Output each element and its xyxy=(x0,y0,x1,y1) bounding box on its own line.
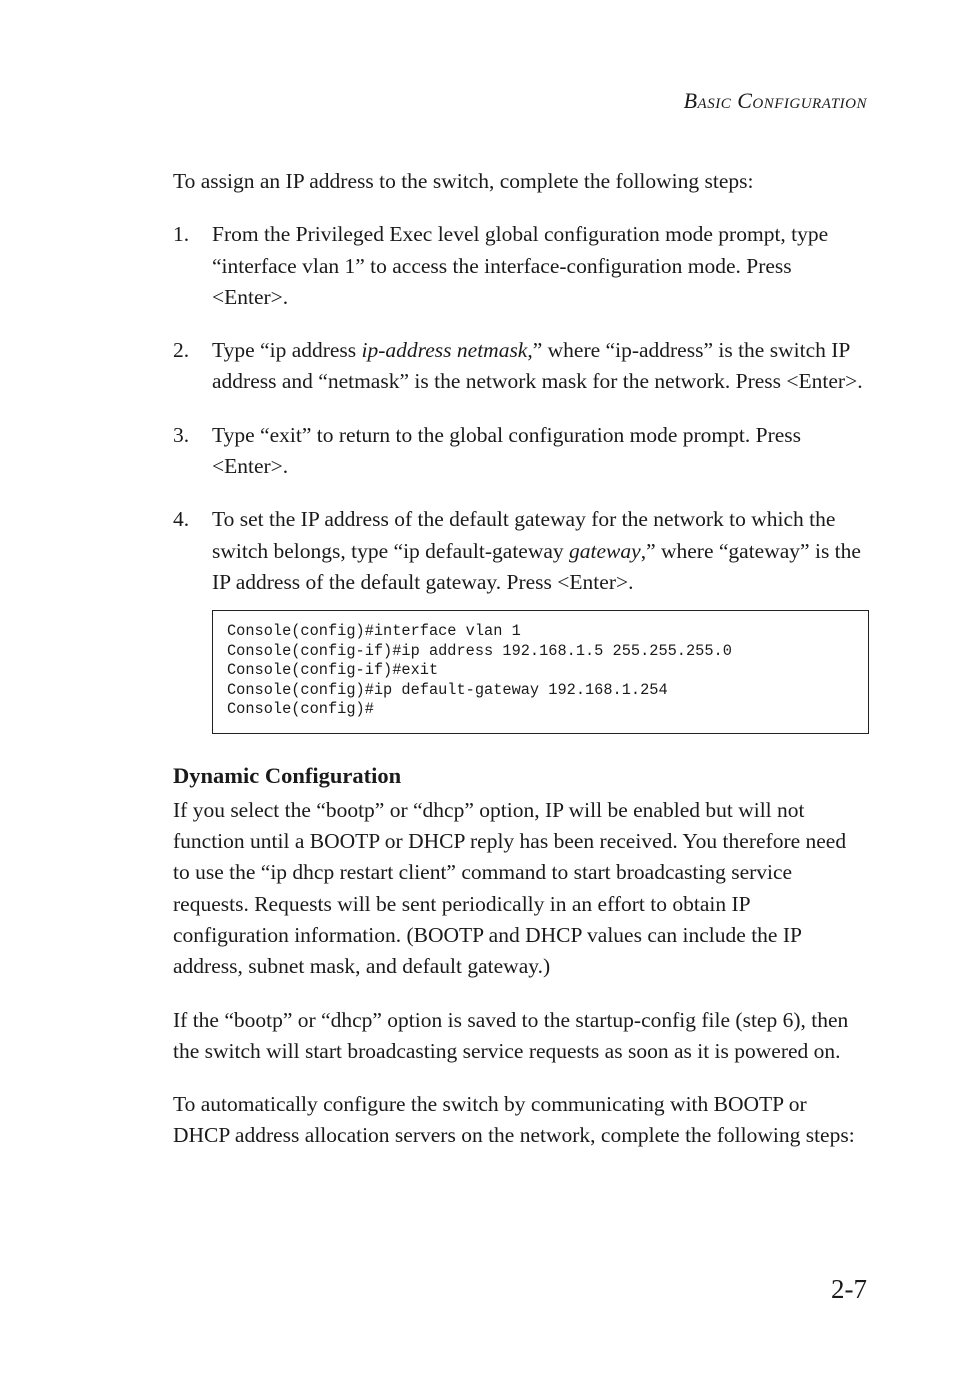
step-text-start: Type “ip address xyxy=(212,338,362,363)
code-line: Console(config)# xyxy=(227,700,374,719)
body-paragraph: If you select the “bootp” or “dhcp” option, IP will be enabled but will not function until a BOOTP or DHCP reply has been received. You therefore need to use the “ip dhcp restart client” command to start broadcasting service requests. Requests will be sent periodically in an effort to obtain IP configuration information. (BOOTP and DHCP values can include the IP address, subnet mask, and default gateway.) xyxy=(173,797,847,979)
step-text-end: ,” where “gateway” is the IP address of the default gateway. Press <Enter>. xyxy=(212,538,861,594)
step-number: 2. xyxy=(173,338,190,363)
code-line: Console(config-if)#exit xyxy=(227,661,439,680)
code-line: Console(config-if)#ip address 192.168.1.5 255.255.255.0 xyxy=(227,641,732,660)
console-code-block xyxy=(212,610,869,734)
step-number: 1. xyxy=(173,222,190,247)
section-heading: Dynamic Configuration xyxy=(173,762,402,788)
list-item xyxy=(173,504,868,598)
step-text: From the Privileged Exec level global configuration mode prompt, type “interface vlan 1” to access the interface-configuration mode. Press <Enter>. xyxy=(212,222,829,309)
step-text-end: ,” where “ip-address” is the switch IP address and “netmask” is the network mask for the network. Press <Enter>. xyxy=(212,338,863,394)
step-text-start: To set the IP address of the default gateway for the network to which the switch belongs, type “ip default-gateway xyxy=(212,507,836,563)
step-text: Type “exit” to return to the global configuration mode prompt. Press <Enter>. xyxy=(212,422,802,479)
code-line: Console(config)#ip default-gateway 192.168.1.254 xyxy=(227,680,668,699)
list-item xyxy=(173,335,868,398)
step-text-emphasis: gateway xyxy=(569,538,641,563)
body-paragraph: If the “bootp” or “dhcp” option is saved to the startup-config file (step 6), then the switch will start broadcasting service requests as soon as it is powered on. xyxy=(173,1007,849,1063)
page-number: 2-7 xyxy=(831,1274,867,1304)
step-number: 3. xyxy=(173,422,190,447)
step-number: 4. xyxy=(173,507,190,532)
list-item xyxy=(173,219,868,313)
list-item xyxy=(173,420,868,483)
body-paragraph: To automatically configure the switch by communicating with BOOTP or DHCP address allocation servers on the network, complete the following steps: xyxy=(173,1092,855,1148)
page-body xyxy=(173,166,868,1174)
step-list xyxy=(173,219,868,598)
running-header: Basic Configuration xyxy=(683,88,867,113)
intro-paragraph: To assign an IP address to the switch, complete the following steps: xyxy=(173,169,754,193)
step-text-emphasis: ip-address netmask xyxy=(361,338,528,363)
code-line: Console(config)#interface vlan 1 xyxy=(227,622,521,641)
